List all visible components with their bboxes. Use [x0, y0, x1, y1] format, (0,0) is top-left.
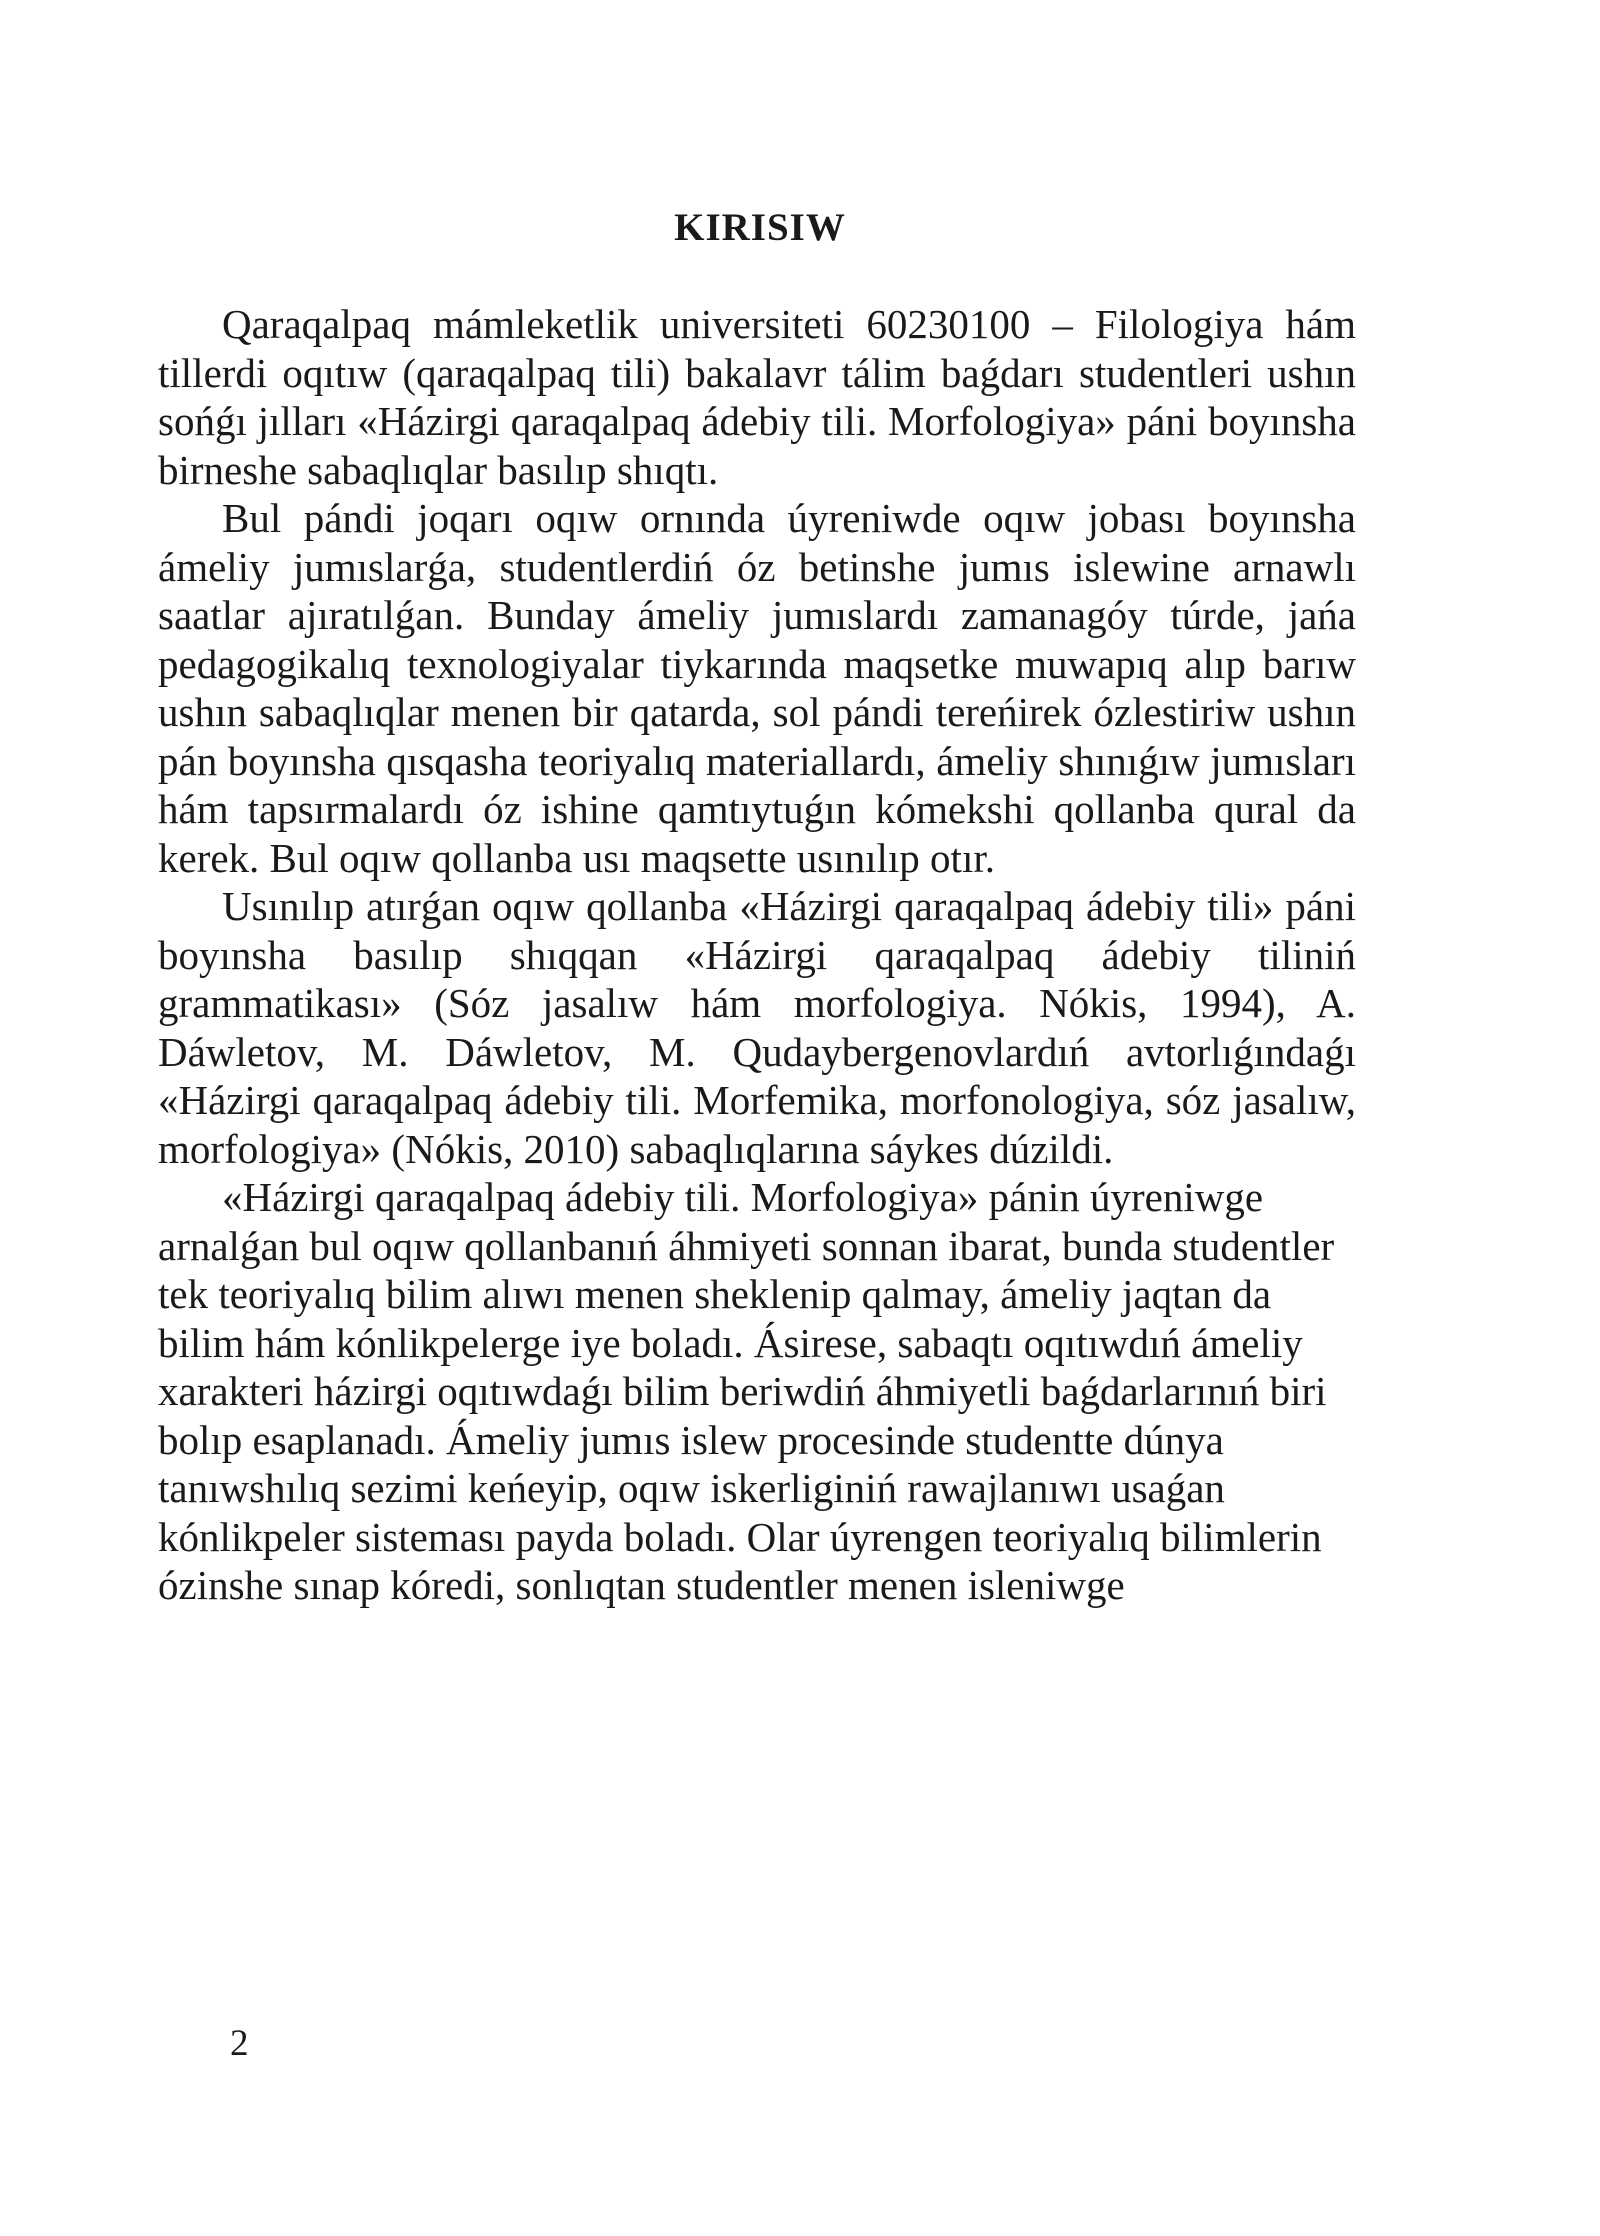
section-heading: KIRISIW	[674, 206, 846, 249]
paragraph-2: Bul pándi joqarı oqıw ornında úyreniwde oqıw jobası boyınsha ámeliy jumıslarǵa, studentlerdiń óz betinshe jumıs islewine arnawlı saatlar ajıratılǵan. Bunday ámeliy jumıslardı zamanagóy túrde, jańa pedagogikalıq texnologiyalar tiykarında maqsetke muwapıq alıp barıw ushın sabaqlıqlar menen bir qatarda, sol pándi tereńirek ózlestiriw ushın pán boyınsha qısqasha teoriyalıq materiallardı, ámeliy shınıǵıw jumısları hám tapsırmalardı óz ishine qamtıytuǵın kómekshi qollanba qural da kerek. Bul oqıw qollanba usı maqsette usınılıp otır.	[158, 495, 1356, 881]
paragraph-3: Usınılıp atırǵan oqıw qollanba «Házirgi qaraqalpaq ádebiy tili» páni boyınsha basılıp shıqqan «Házirgi qaraqalpaq ádebiy tiliniń grammatikası» (Sóz jasalıw hám morfologiya. Nókis, 1994), A. Dáwletov, M. Dáwletov, M. Qudaybergenovlardıń avtorlıǵındaǵı «Házirgi qaraqalpaq ádebiy tili. Morfemika, morfonologiya, sóz jasalıw, morfologiya» (Nókis, 2010) sabaqlıqlarına sáykes dúzildi.	[158, 883, 1356, 1172]
paragraph-4: «Házirgi qaraqalpaq ádebiy tili. Morfologiya» pánin úyreniwge arnalǵan bul oqıw qollanbanıń áhmiyeti sonnan ibarat, bunda studentler tek teoriyalıq bilim alıwı menen sheklenip qalmay, ámeliy jaqtan da bilim hám kónlikpelerge iye boladı. Ásirese, sabaqtı oqıtıwdıń ámeliy xarakteri házirgi oqıtıwdaǵı bilim beriwdiń áhmiyetli baǵdarlarınıń biri bolıp esaplanadı. Ámeliy jumıs islew procesinde studentte dúnya tanıwshılıq sezimi keńeyip, oqıw iskerliginiń rawajlanıwı usaǵan kónlikpeler sisteması payda boladı. Olar úyrengen teoriyalıq bilimlerin ózinshe sınap kóredi, sonlıqtan studentler menen isleniwge	[158, 1174, 1335, 1608]
page-number: 2	[230, 2023, 249, 2064]
paragraph-1: Qaraqalpaq mámleketlik universiteti 60230100 – Filologiya hám tillerdi oqıtıw (qaraqalpaq tili) bakalavr tálim baǵdarı studentleri ushın sońǵı jılları «Házirgi qaraqalpaq ádebiy tili. Morfologiya» páni boyınsha birneshe sabaqlıqlar basılıp shıqtı.	[158, 301, 1356, 493]
body-text	[158, 300, 1356, 1610]
